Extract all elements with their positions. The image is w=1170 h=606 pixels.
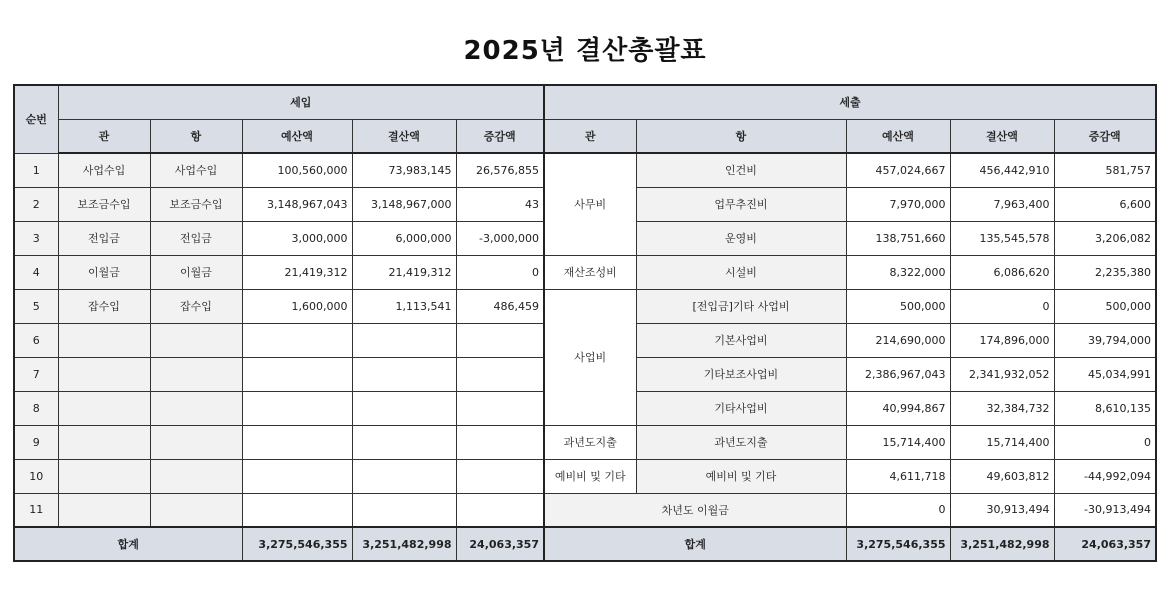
exp-diff: -44,992,094 — [1054, 459, 1156, 493]
header-exp-settled: 결산액 — [950, 119, 1054, 153]
exp-kwan-group: 예비비 및 기타 — [544, 459, 636, 493]
rev-settled: 1,113,541 — [352, 289, 456, 323]
rev-budget: 3,000,000 — [242, 221, 352, 255]
exp-kwan-group: 과년도지출 — [544, 425, 636, 459]
exp-kwan-group: 사업비 — [544, 289, 636, 425]
exp-hang: 운영비 — [636, 221, 846, 255]
exp-budget: 7,970,000 — [846, 187, 950, 221]
exp-settled: 6,086,620 — [950, 255, 1054, 289]
rev-diff: -3,000,000 — [456, 221, 544, 255]
header-row-2 — [14, 119, 1156, 153]
exp-budget: 457,024,667 — [846, 153, 950, 187]
header-rev-kwan: 관 — [58, 119, 150, 153]
rev-diff — [456, 459, 544, 493]
rev-kwan — [58, 323, 150, 357]
exp-budget: 138,751,660 — [846, 221, 950, 255]
exp-hang: 업무추진비 — [636, 187, 846, 221]
exp-settled: 15,714,400 — [950, 425, 1054, 459]
exp-budget: 214,690,000 — [846, 323, 950, 357]
header-revenue: 세입 — [58, 85, 544, 119]
rev-kwan: 사업수입 — [58, 153, 150, 187]
exp-carryover-label: 차년도 이월금 — [544, 493, 846, 527]
exp-hang: [전입금]기타 사업비 — [636, 289, 846, 323]
table-row — [14, 459, 1156, 493]
header-exp-budget: 예산액 — [846, 119, 950, 153]
page-title: 2025년 결산총괄표 — [463, 36, 707, 66]
rev-diff: 0 — [456, 255, 544, 289]
exp-budget: 0 — [846, 493, 950, 527]
rev-budget: 100,560,000 — [242, 153, 352, 187]
rev-hang: 보조금수입 — [150, 187, 242, 221]
rev-diff — [456, 425, 544, 459]
header-rev-settled: 결산액 — [352, 119, 456, 153]
rev-kwan — [58, 391, 150, 425]
rev-budget: 3,148,967,043 — [242, 187, 352, 221]
exp-diff: 6,600 — [1054, 187, 1156, 221]
exp-budget: 15,714,400 — [846, 425, 950, 459]
header-rev-hang: 항 — [150, 119, 242, 153]
total-label-revenue: 합계 — [14, 527, 242, 561]
rev-hang: 전입금 — [150, 221, 242, 255]
rev-hang — [150, 323, 242, 357]
header-exp-hang: 항 — [636, 119, 846, 153]
row-no: 11 — [14, 493, 58, 527]
rev-diff — [456, 323, 544, 357]
exp-kwan-group: 사무비 — [544, 153, 636, 255]
settlement-summary-table — [13, 84, 1157, 562]
exp-hang: 과년도지출 — [636, 425, 846, 459]
header-rev-diff: 증감액 — [456, 119, 544, 153]
exp-diff: 2,235,380 — [1054, 255, 1156, 289]
table-row — [14, 153, 1156, 187]
header-no: 순번 — [14, 85, 58, 153]
total-exp-diff: 24,063,357 — [1054, 527, 1156, 561]
total-rev-budget: 3,275,546,355 — [242, 527, 352, 561]
rev-hang — [150, 493, 242, 527]
exp-kwan-group: 재산조성비 — [544, 255, 636, 289]
table-row — [14, 255, 1156, 289]
exp-diff: 581,757 — [1054, 153, 1156, 187]
rev-settled: 3,148,967,000 — [352, 187, 456, 221]
header-row-1 — [14, 85, 1156, 119]
rev-hang: 이월금 — [150, 255, 242, 289]
rev-settled: 21,419,312 — [352, 255, 456, 289]
exp-settled: 49,603,812 — [950, 459, 1054, 493]
header-exp-kwan: 관 — [544, 119, 636, 153]
exp-diff: 8,610,135 — [1054, 391, 1156, 425]
rev-diff — [456, 493, 544, 527]
exp-budget: 4,611,718 — [846, 459, 950, 493]
total-exp-settled: 3,251,482,998 — [950, 527, 1054, 561]
exp-hang: 기타사업비 — [636, 391, 846, 425]
exp-settled: 456,442,910 — [950, 153, 1054, 187]
row-no: 6 — [14, 323, 58, 357]
row-no: 10 — [14, 459, 58, 493]
table-row — [14, 425, 1156, 459]
exp-diff: 0 — [1054, 425, 1156, 459]
row-no: 8 — [14, 391, 58, 425]
rev-hang — [150, 357, 242, 391]
row-no: 7 — [14, 357, 58, 391]
exp-budget: 2,386,967,043 — [846, 357, 950, 391]
total-row — [14, 527, 1156, 561]
rev-kwan: 보조금수입 — [58, 187, 150, 221]
row-no: 4 — [14, 255, 58, 289]
rev-kwan: 잡수입 — [58, 289, 150, 323]
exp-settled: 32,384,732 — [950, 391, 1054, 425]
exp-settled: 135,545,578 — [950, 221, 1054, 255]
rev-settled — [352, 493, 456, 527]
total-label-expense: 합계 — [544, 527, 846, 561]
rev-diff — [456, 391, 544, 425]
rev-settled — [352, 391, 456, 425]
exp-diff: -30,913,494 — [1054, 493, 1156, 527]
exp-diff: 500,000 — [1054, 289, 1156, 323]
exp-hang: 기타보조사업비 — [636, 357, 846, 391]
rev-kwan: 이월금 — [58, 255, 150, 289]
exp-budget: 40,994,867 — [846, 391, 950, 425]
exp-diff: 3,206,082 — [1054, 221, 1156, 255]
exp-settled: 30,913,494 — [950, 493, 1054, 527]
rev-diff — [456, 357, 544, 391]
rev-budget: 21,419,312 — [242, 255, 352, 289]
exp-hang: 예비비 및 기타 — [636, 459, 846, 493]
exp-hang: 인건비 — [636, 153, 846, 187]
row-no: 3 — [14, 221, 58, 255]
rev-kwan — [58, 425, 150, 459]
exp-settled: 7,963,400 — [950, 187, 1054, 221]
rev-diff: 43 — [456, 187, 544, 221]
row-no: 2 — [14, 187, 58, 221]
rev-kwan — [58, 493, 150, 527]
exp-settled: 174,896,000 — [950, 323, 1054, 357]
header-exp-diff: 증감액 — [1054, 119, 1156, 153]
rev-budget — [242, 425, 352, 459]
exp-settled: 0 — [950, 289, 1054, 323]
header-rev-budget: 예산액 — [242, 119, 352, 153]
table-row — [14, 289, 1156, 323]
total-rev-diff: 24,063,357 — [456, 527, 544, 561]
exp-diff: 45,034,991 — [1054, 357, 1156, 391]
exp-hang: 시설비 — [636, 255, 846, 289]
exp-budget: 8,322,000 — [846, 255, 950, 289]
rev-settled — [352, 323, 456, 357]
row-no: 1 — [14, 153, 58, 187]
total-rev-settled: 3,251,482,998 — [352, 527, 456, 561]
rev-settled: 6,000,000 — [352, 221, 456, 255]
rev-hang — [150, 391, 242, 425]
rev-settled: 73,983,145 — [352, 153, 456, 187]
rev-budget — [242, 493, 352, 527]
exp-diff: 39,794,000 — [1054, 323, 1156, 357]
exp-hang: 기본사업비 — [636, 323, 846, 357]
rev-kwan: 전입금 — [58, 221, 150, 255]
header-expense: 세출 — [544, 85, 1156, 119]
rev-budget — [242, 323, 352, 357]
exp-budget: 500,000 — [846, 289, 950, 323]
rev-budget — [242, 459, 352, 493]
row-no: 9 — [14, 425, 58, 459]
rev-hang — [150, 425, 242, 459]
total-exp-budget: 3,275,546,355 — [846, 527, 950, 561]
rev-budget — [242, 357, 352, 391]
rev-settled — [352, 425, 456, 459]
rev-hang: 잡수입 — [150, 289, 242, 323]
rev-budget — [242, 391, 352, 425]
rev-budget: 1,600,000 — [242, 289, 352, 323]
rev-hang — [150, 459, 242, 493]
exp-settled: 2,341,932,052 — [950, 357, 1054, 391]
rev-diff: 486,459 — [456, 289, 544, 323]
rev-settled — [352, 459, 456, 493]
rev-diff: 26,576,855 — [456, 153, 544, 187]
rev-kwan — [58, 459, 150, 493]
rev-settled — [352, 357, 456, 391]
rev-hang: 사업수입 — [150, 153, 242, 187]
table-row — [14, 493, 1156, 527]
row-no: 5 — [14, 289, 58, 323]
rev-kwan — [58, 357, 150, 391]
